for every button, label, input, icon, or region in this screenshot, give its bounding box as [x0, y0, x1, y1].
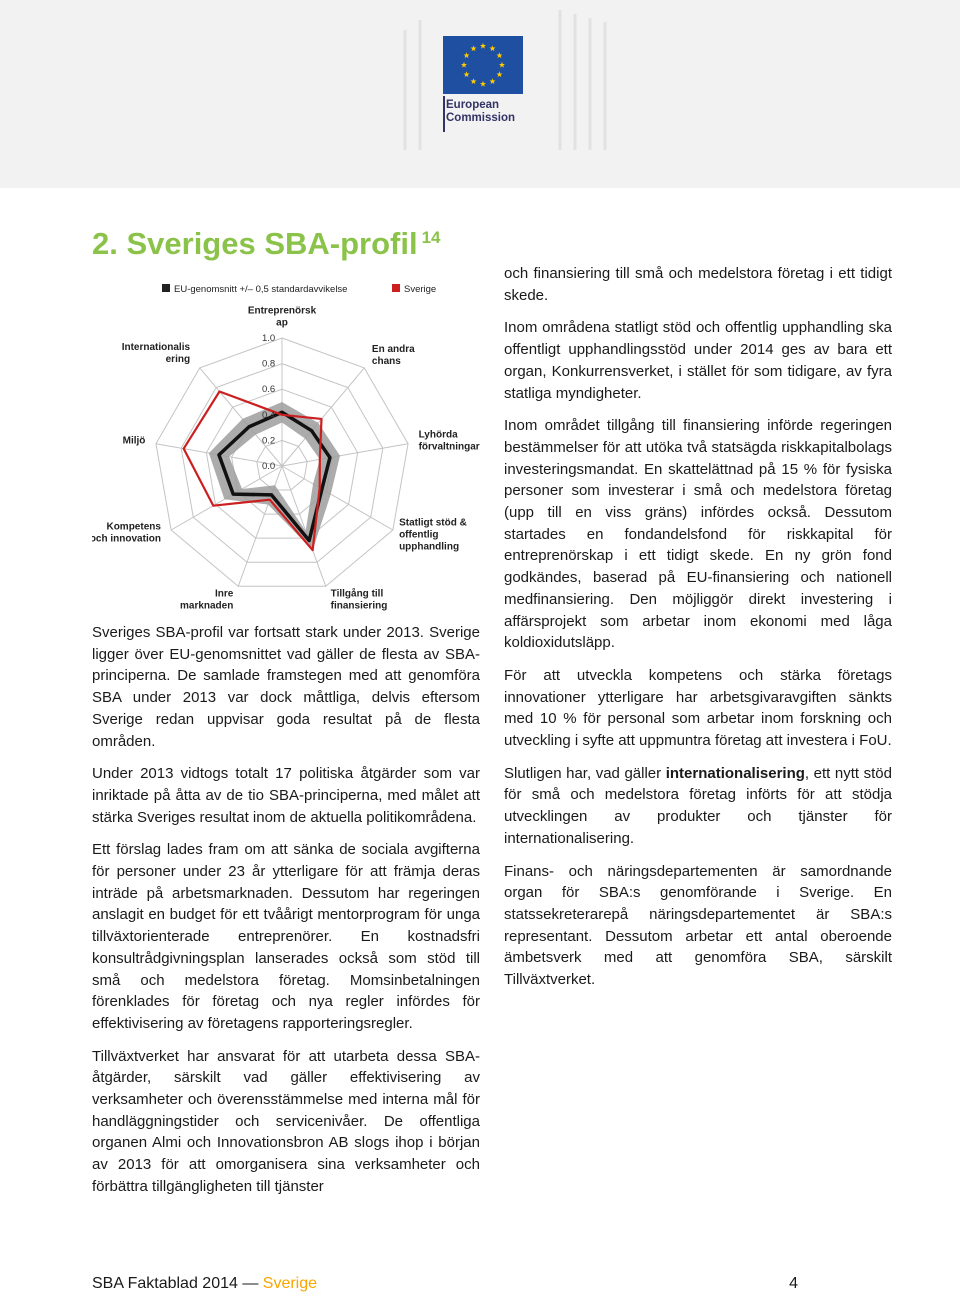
text-run: Slutligen har, vad gäller [504, 764, 666, 782]
paragraph: Ett förslag lades fram om att sänka de sociala avgifterna för personer under 23 år ytterligare för att främja deras inträde på arbetsmarknaden. Dessutom har regeringen anslagit en budget för ett tvåårigt mentorprogram för unga tillväxtorienterade entreprenörer. En kostnadsfri konsultrådgivningsplan lanserades också som stöd till små och medelstora företag. Momsinbetalningen förenklades för företag och nya regler infördes för effektivisering av företagens rapporteringsregler. [92, 841, 480, 1032]
paragraph: Tillväxtverket har ansvarat för att utarbeta dessa SBA-åtgärder, särskilt vad gäller effektivisering av verksamheter och överensstämmelse med interna mål för handläggningstider och servicenivåer. De offentliga organen Almi och Innovationsbron AB slogs ihop i början av 2013 för att omorganisera sina verksamheter och förbättra tillgängligheten till tjänster [92, 1047, 480, 1195]
footer-doc: SBA Faktablad 2014 — [92, 1275, 259, 1292]
axis-label: Entreprenörsk ap [247, 305, 317, 329]
radar-svg [92, 276, 484, 612]
axis-label: En andra chans [371, 343, 415, 367]
axis-label: Kompetens och innovation [92, 521, 161, 545]
radar-chart [92, 276, 484, 612]
paragraph: och finansiering till små och medelstora företag i ett tidigt skede. [504, 265, 892, 304]
tick-label: 0.8 [262, 358, 276, 370]
section-title [92, 226, 441, 262]
text-run: , ett nytt stöd för små och medelstora företag införts för att stödja utvecklingen av produkter och tjänster för internationalisering. [504, 764, 892, 847]
legend-label-eu: EU-genomsnitt +/– 0,5 standardavvikelse [174, 284, 348, 295]
legend-label-sverige: Sverige [404, 284, 437, 295]
header-band [0, 0, 960, 188]
page-footer [92, 1275, 798, 1293]
logo-line-1: European [446, 99, 500, 111]
paragraph [504, 763, 892, 850]
right-column [504, 263, 892, 1002]
paragraph: Under 2013 vidtogs totalt 17 politiska åtgärder som var inriktade på åtta av de tio SBA-principerna, med målet att stärka Sveriges resultat inom de aktuella politikområdena. [92, 765, 480, 826]
footer-country: Sverige [262, 1275, 318, 1292]
tick-label: 0.0 [262, 461, 276, 472]
paragraph: För att utveckla kompetens och stärka företags innovationer ytterligare har arbetsgivaravgiften sänkts med 10 % för personal som arbetar inom forskning och utveckling i syfte att uppmuntra företag att investera i FoU. [504, 666, 892, 750]
page-number: 4 [789, 1275, 798, 1292]
axis-label: Inre marknaden [179, 588, 234, 612]
legend-swatch-eu [162, 284, 170, 292]
grid-spoke [238, 466, 282, 586]
tick-label: 0.2 [262, 435, 276, 447]
paragraph: Inom området tillgång till finansiering införde regeringen bestämmelser för att utöka två statsägda riskkapitalbolags investeringsmandat. En skattelättnad på 15 % för fysiska personer som investerar i små och medelstora företag (upp till en viss gräns) infördes också. Dessutom startades en fondandelsfond för riskkapital för entreprenörskap i ett tidigt skede. En ny grön fond godkändes, baserad på EU-finansiering och nationell medfinansiering. Den möjliggör direkt investering i affärsprojekt som arbetar inom ekonomi med låga koldioxidutsläpp. [504, 417, 892, 652]
left-column [92, 622, 480, 1209]
axis-label: Tillgång till finansiering [330, 588, 388, 612]
logo-line-2: Commission [446, 112, 516, 124]
tick-label: 0.6 [262, 384, 276, 396]
legend-swatch-sverige [392, 284, 400, 292]
tick-label: 0.4 [262, 409, 276, 421]
paragraph: Sveriges SBA-profil var fortsatt stark under 2013. Sverige ligger över EU-genomsnittet vad gäller de flesta av SBA-principerna. De samlade framstegen med att genomföra SBA under 2013 var dock måttliga, delvis eftersom Sverige redan uppvisar goda resultat på de flesta områden. [92, 624, 480, 750]
grid-spoke [282, 466, 393, 530]
axis-label: Lyhörda förvaltningar [418, 429, 480, 453]
grid-spoke [282, 444, 408, 466]
tick-label: 1.0 [262, 333, 276, 344]
axis-label: Internationalis ering [121, 341, 191, 365]
paragraph: Inom områdena statligt stöd och offentlig upphandling ska offentligt upphandlingsstöd under 2014 ges av bara ett organ, Konkurrensverket, i stället för som tidigare, av fyra statliga myndigheter. [504, 319, 892, 402]
logo-text [446, 99, 515, 125]
axis-label: Miljö [122, 435, 146, 447]
footnote-ref: 14 [421, 227, 441, 247]
paragraph: Finans- och näringsdepartementen är samordnande organ för SBA:s genomförande i Sverige. En statssekreterarepå näringsdepartementet är SBA:s representant. Dessutom arbetar ett antal oberoende ämbetsverk med att genomföra SBA, särskilt Tillväxtverket. [504, 862, 892, 989]
axis-label: Statligt stöd & offentlig upphandling [399, 517, 467, 553]
section-title-text: 2. Sveriges SBA-profil [92, 226, 418, 261]
bold-term: internationalisering [665, 764, 805, 782]
